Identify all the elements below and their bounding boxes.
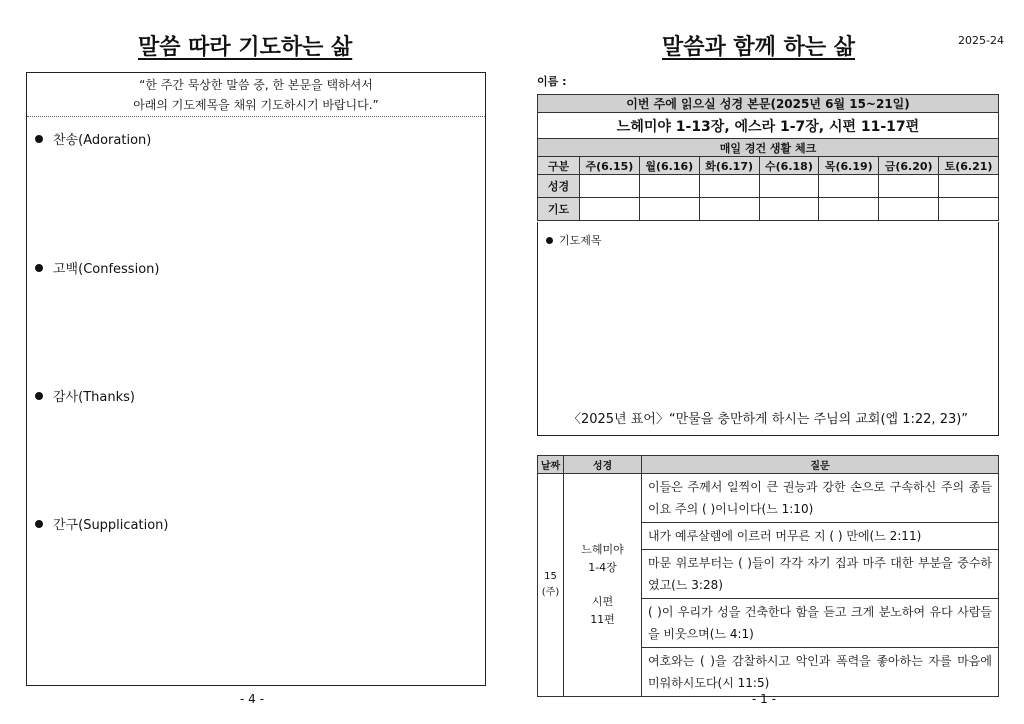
check-cell[interactable] [759,175,819,198]
header-bible: 성경 [564,456,642,474]
day-cell: 15 (주) [538,474,564,697]
header-date: 날짜 [538,456,564,474]
question-1: 이들은 주께서 일찍이 큰 권능과 강한 손으로 구속하신 주의 종들이요 주의 ( )이니이다(느 1:10) [642,474,999,523]
check-cell[interactable] [580,175,640,198]
bullet-icon [35,135,43,143]
check-cell[interactable] [580,198,640,221]
check-cell[interactable] [879,175,939,198]
row-label-bible: 성경 [538,175,580,198]
weekly-reading-table [537,94,999,221]
reading-passages: 느헤미야 1-13장, 에스라 1-7장, 시편 11-17편 [538,113,999,139]
col-label: 구분 [538,157,580,175]
intro-text [27,73,485,117]
bullet-icon [35,264,43,272]
col-mon: 월(6.16) [639,157,699,175]
col-sat: 토(6.21) [939,157,999,175]
check-cell[interactable] [819,175,879,198]
left-page-number: - 4 - [240,692,264,706]
reading-header: 이번 주에 읽으실 성경 본문(2025년 6월 15~21일) [538,95,999,113]
section-thanks: 감사(Thanks) [35,386,135,405]
col-thu: 목(6.19) [819,157,879,175]
bullet-icon [546,237,553,244]
bible-cell: 느헤미야 1-4장 시편 11편 [564,474,642,697]
prayer-guide-box [26,72,486,686]
questions-table [537,455,999,697]
prayer-requests-box [537,222,999,436]
check-row-prayer [538,198,999,221]
question-4: ( )이 우리가 성을 건축한다 함을 듣고 크게 분노하여 유다 사람들을 비웃으며(느 4:1) [642,599,999,648]
name-label: 이름 : [537,75,567,88]
question-3: 마문 위로부터는 ( )들이 각각 자기 집과 마주 대한 부분을 중수하였고(느 3:28) [642,550,999,599]
section-confession: 고백(Confession) [35,258,159,277]
bullet-icon [35,520,43,528]
col-tue: 화(6.17) [699,157,759,175]
col-fri: 금(6.20) [879,157,939,175]
check-row-bible [538,175,999,198]
section-adoration: 찬송(Adoration) [35,129,151,148]
header-question: 질문 [642,456,999,474]
check-cell[interactable] [939,198,999,221]
check-cell[interactable] [639,175,699,198]
intro-line-1: “한 주간 묵상한 말씀 중, 한 본문을 택하셔서 [139,78,373,92]
section-supplication: 간구(Supplication) [35,514,169,533]
col-sun: 주(6.15) [580,157,640,175]
check-cell[interactable] [759,198,819,221]
right-page-number: - 1 - [752,692,776,706]
prayer-label: 기도제목 [546,232,602,248]
check-cell[interactable] [879,198,939,221]
right-page-title: 말씀과 함께 하는 삶 [662,35,855,60]
check-cell[interactable] [639,198,699,221]
question-2: 내가 예루살렘에 이르러 머무른 지 ( ) 만에(느 2:11) [642,523,999,550]
check-columns-row [538,157,999,175]
motto: 〈2025년 표어〉“만물을 충만하게 하시는 주님의 교회(엡 1:22, 23)” [567,412,969,427]
row-label-prayer: 기도 [538,198,580,221]
issue-number: 2025-24 [958,34,1004,47]
question-5: 여호와는 ( )을 감찰하시고 악인과 폭력을 좋아하는 자를 마음에 미워하시도다(시 11:5) [642,648,999,697]
check-cell[interactable] [699,175,759,198]
left-page-title: 말씀 따라 기도하는 삶 [138,35,353,60]
bullet-icon [35,392,43,400]
check-cell[interactable] [699,198,759,221]
col-wed: 수(6.18) [759,157,819,175]
check-header: 매일 경건 생활 체크 [538,139,999,157]
intro-line-2: 아래의 기도제목을 채워 기도하시기 바랍니다.” [133,98,379,112]
check-cell[interactable] [819,198,879,221]
check-cell[interactable] [939,175,999,198]
